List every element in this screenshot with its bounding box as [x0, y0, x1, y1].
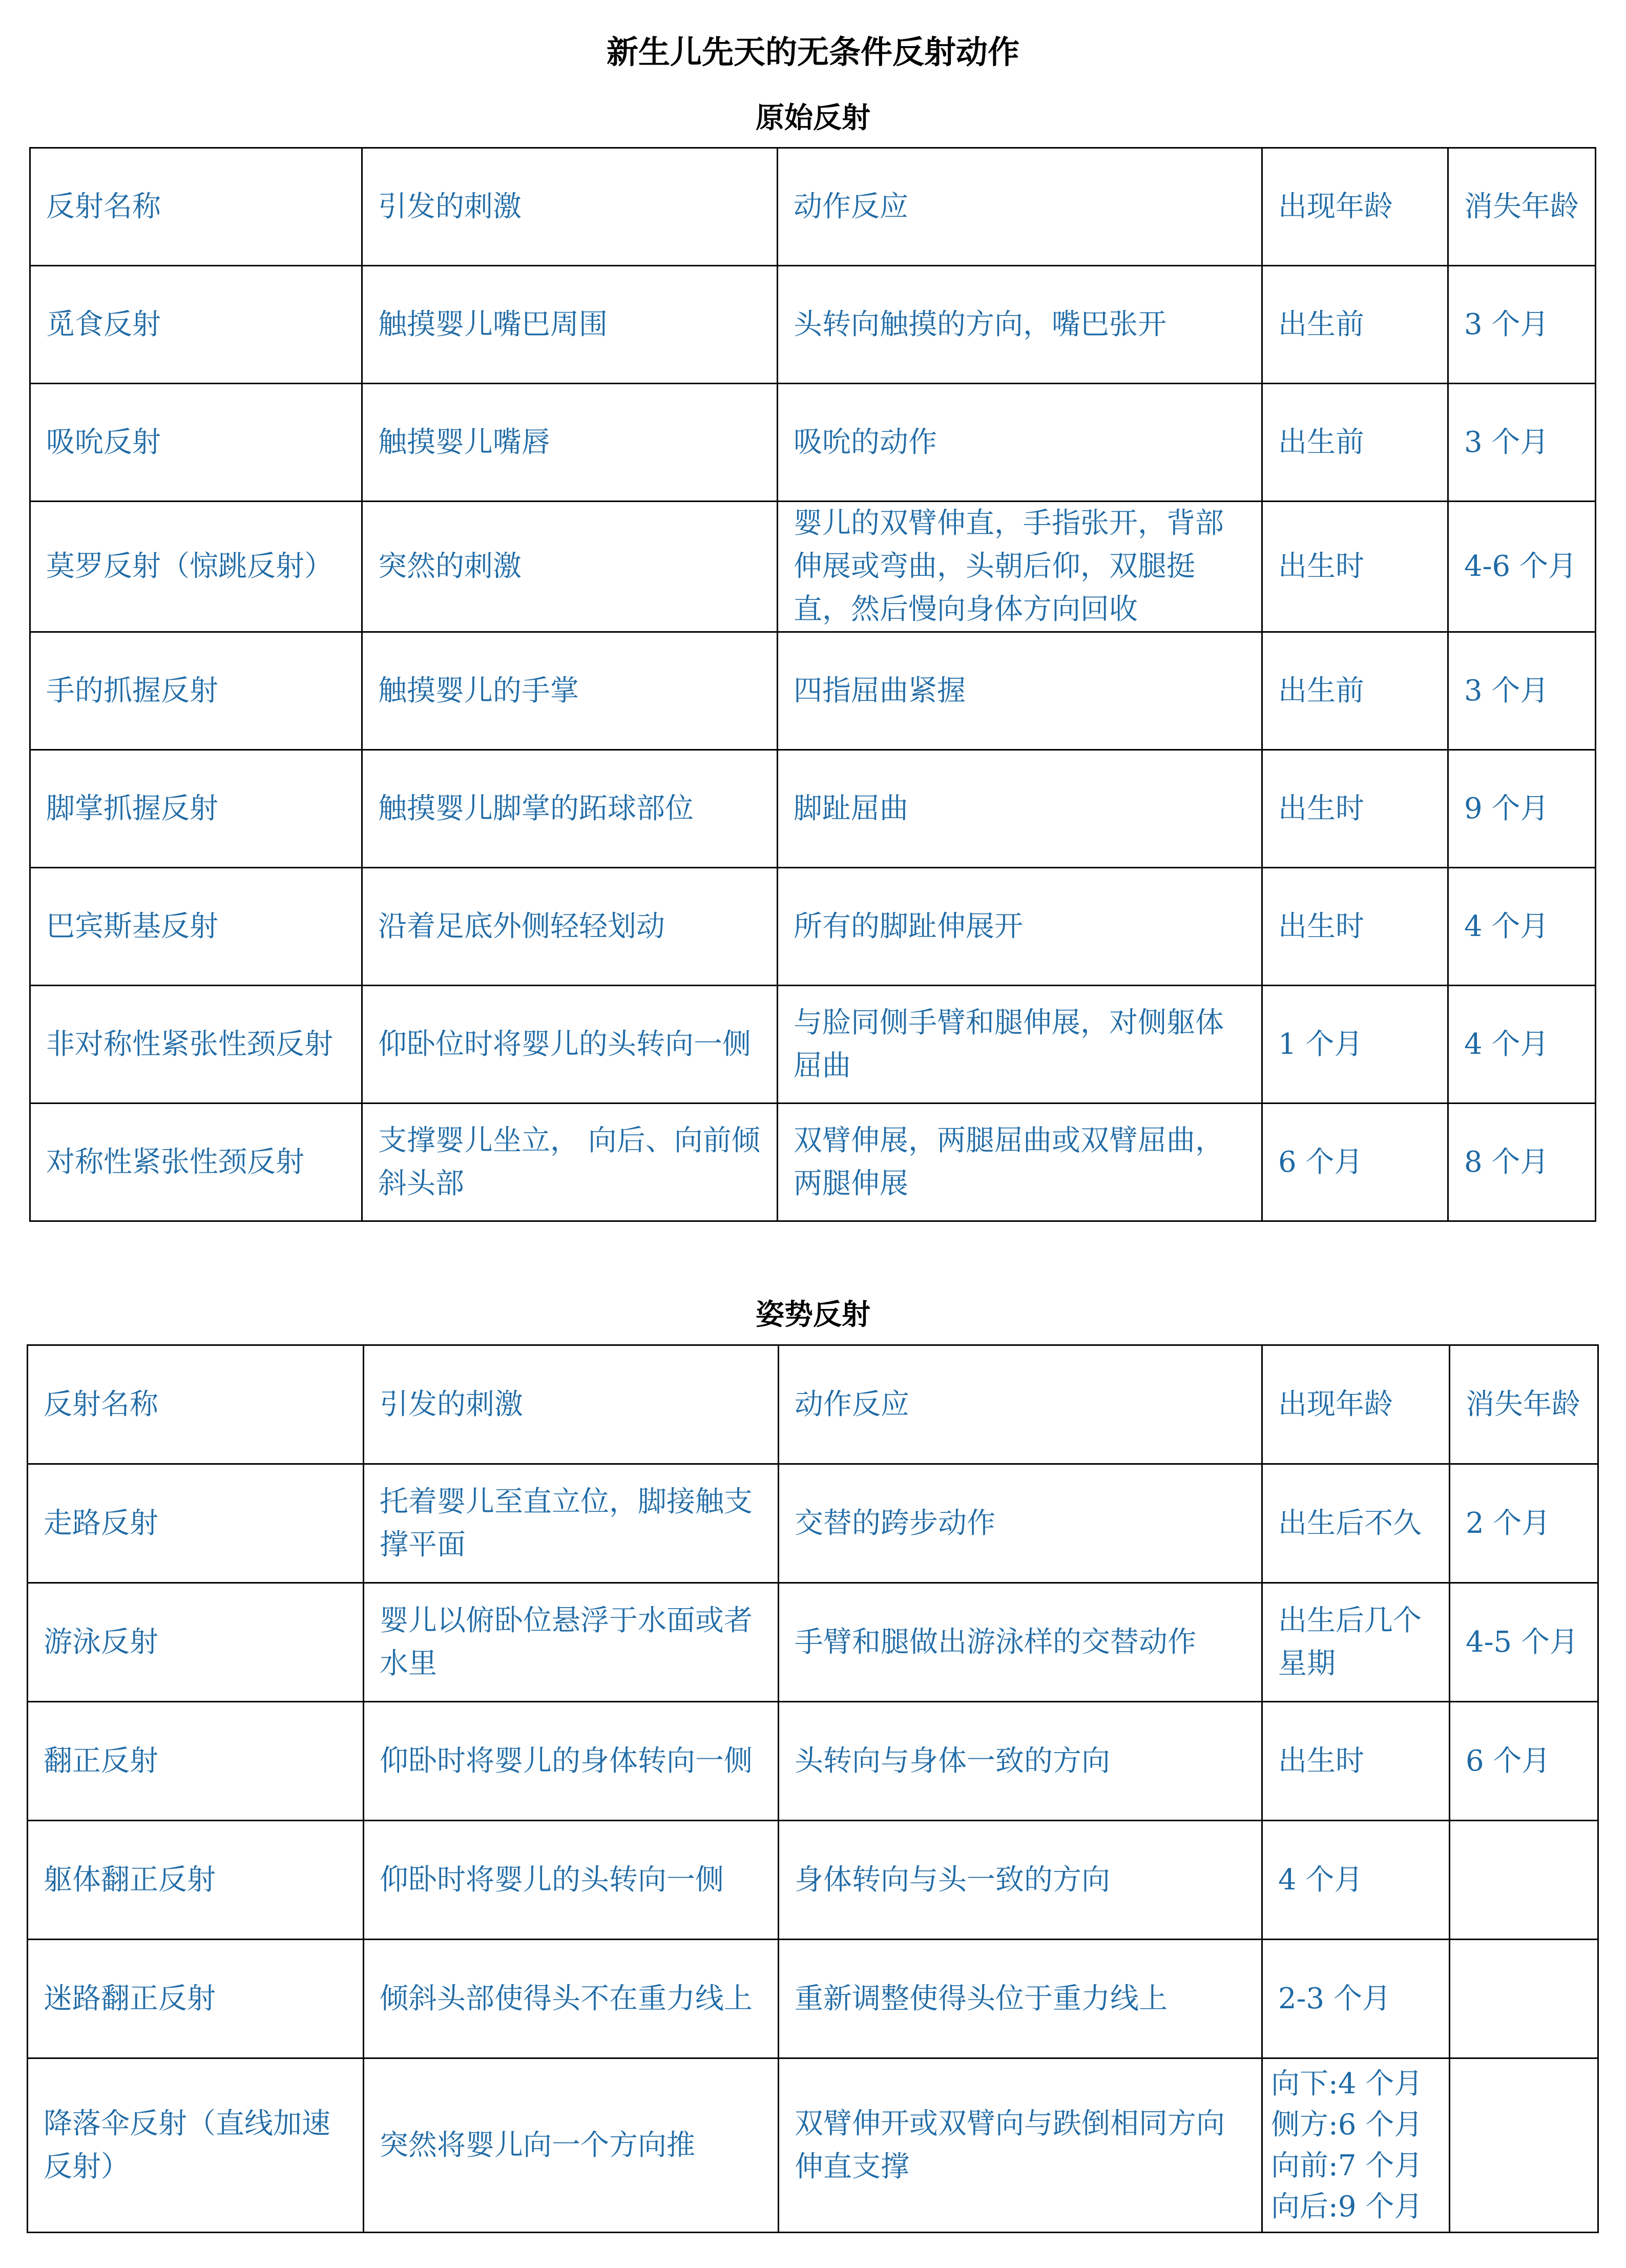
- table-cell: 身体转向与头一致的方向: [779, 1821, 1262, 1940]
- header-cell: 出现年龄: [1262, 1345, 1450, 1464]
- table-row: [30, 868, 1596, 986]
- table-cell: 出生时: [1262, 1702, 1450, 1821]
- table-row: [28, 1464, 1598, 1583]
- table-row: [30, 750, 1596, 868]
- postural-reflex-table: [27, 1344, 1599, 2233]
- table-cell: 突然的刺激: [362, 502, 778, 632]
- table-cell: 出生前: [1262, 632, 1448, 750]
- table-cell: 6 个月: [1262, 1104, 1448, 1221]
- table-cell: 双臂伸开或双臂向与跌倒相同方向伸直支撑: [779, 2058, 1262, 2233]
- table-cell: 出生后几个星期: [1262, 1583, 1450, 1702]
- table-cell: 6 个月: [1450, 1702, 1598, 1821]
- table-cell: 托着婴儿至直立位，脚接触支撑平面: [364, 1464, 779, 1583]
- table-cell: 触摸婴儿的手掌: [362, 632, 778, 750]
- table-cell: 出生后不久: [1262, 1464, 1450, 1583]
- table-row: [30, 632, 1596, 750]
- header-cell: 反射名称: [30, 148, 362, 266]
- table-cell: 巴宾斯基反射: [30, 868, 362, 986]
- table-cell: 头转向与身体一致的方向: [779, 1702, 1262, 1821]
- table-cell: 支撑婴儿坐立， 向后、向前倾斜头部: [362, 1104, 778, 1221]
- table-cell: 仰卧时将婴儿的身体转向一侧: [364, 1702, 779, 1821]
- table-cell: 突然将婴儿向一个方向推: [364, 2058, 779, 2233]
- header-cell: 引发的刺激: [364, 1345, 779, 1464]
- section-heading-postural: 姿势反射: [756, 1298, 870, 1331]
- table-cell: 所有的脚趾伸展开: [778, 868, 1262, 986]
- table-cell: 翻正反射: [28, 1702, 364, 1821]
- table-cell: 出生时: [1262, 502, 1448, 632]
- table-row: [28, 1583, 1598, 1702]
- header-cell: 消失年龄: [1448, 148, 1596, 266]
- table-cell: 向下:4 个月 侧方:6 个月 向前:7 个月 向后:9 个月: [1262, 2058, 1450, 2233]
- table-cell: 觅食反射: [30, 266, 362, 384]
- table-cell: 2-3 个月: [1262, 1940, 1450, 2058]
- table-cell: 头转向触摸的方向，嘴巴张开: [778, 266, 1262, 384]
- table-cell: 出生前: [1262, 384, 1448, 502]
- table-cell: 莫罗反射（惊跳反射）: [30, 502, 362, 632]
- table-cell: [1450, 2058, 1598, 2233]
- table-cell: 出生前: [1262, 266, 1448, 384]
- table-row: [30, 1104, 1596, 1221]
- table-cell: 与脸同侧手臂和腿伸展，对侧躯体屈曲: [778, 986, 1262, 1104]
- table-cell: 1 个月: [1262, 986, 1448, 1104]
- header-cell: 反射名称: [28, 1345, 364, 1464]
- table-cell: 婴儿以俯卧位悬浮于水面或者水里: [364, 1583, 779, 1702]
- table-row: [28, 1940, 1598, 2058]
- table-cell: 婴儿的双臂伸直，手指张开，背部伸展或弯曲，头朝后仰，双腿挺直，然后慢向身体方向回收: [778, 502, 1262, 632]
- table-cell: 4-6 个月: [1448, 502, 1596, 632]
- table-cell: 重新调整使得头位于重力线上: [779, 1940, 1262, 2058]
- table-cell: 非对称性紧张性颈反射: [30, 986, 362, 1104]
- table-cell: 对称性紧张性颈反射: [30, 1104, 362, 1221]
- table-cell: 手的抓握反射: [30, 632, 362, 750]
- header-cell: 消失年龄: [1450, 1345, 1598, 1464]
- section-heading-primitive: 原始反射: [756, 101, 870, 135]
- table-cell: 4 个月: [1448, 868, 1596, 986]
- table-cell: 触摸婴儿嘴巴周围: [362, 266, 778, 384]
- table-cell: 触摸婴儿脚掌的跖球部位: [362, 750, 778, 868]
- table-row: [30, 502, 1596, 632]
- table-cell: 手臂和腿做出游泳样的交替动作: [779, 1583, 1262, 1702]
- header-cell: 出现年龄: [1262, 148, 1448, 266]
- table-cell: 仰卧位时将婴儿的头转向一侧: [362, 986, 778, 1104]
- table-cell: 交替的跨步动作: [779, 1464, 1262, 1583]
- page-title: 新生儿先天的无条件反射动作: [606, 33, 1019, 71]
- table-row: [30, 986, 1596, 1104]
- table-cell: [1450, 1940, 1598, 2058]
- table-cell: 3 个月: [1448, 384, 1596, 502]
- table-cell: 出生时: [1262, 868, 1448, 986]
- table-cell: 4 个月: [1448, 986, 1596, 1104]
- table-cell: 沿着足底外侧轻轻划动: [362, 868, 778, 986]
- table-cell: 游泳反射: [28, 1583, 364, 1702]
- table-cell: 出生时: [1262, 750, 1448, 868]
- table-cell: 3 个月: [1448, 266, 1596, 384]
- table-cell: 降落伞反射（直线加速反射）: [28, 2058, 364, 2233]
- header-cell: 动作反应: [779, 1345, 1262, 1464]
- primitive-reflex-table: [29, 147, 1596, 1222]
- table-row: [30, 266, 1596, 384]
- table-cell: 脚掌抓握反射: [30, 750, 362, 868]
- table-row: [30, 384, 1596, 502]
- table-cell: 4 个月: [1262, 1821, 1450, 1940]
- table-cell: 倾斜头部使得头不在重力线上: [364, 1940, 779, 2058]
- table-cell: 迷路翻正反射: [28, 1940, 364, 2058]
- table-cell: 走路反射: [28, 1464, 364, 1583]
- table-cell: 8 个月: [1448, 1104, 1596, 1221]
- table-cell: 吸吮的动作: [778, 384, 1262, 502]
- table-cell: 躯体翻正反射: [28, 1821, 364, 1940]
- table-cell: 3 个月: [1448, 632, 1596, 750]
- table-row: [28, 1821, 1598, 1940]
- table-cell: [1450, 1821, 1598, 1940]
- table-cell: 双臂伸展，两腿屈曲或双臂屈曲，两腿伸展: [778, 1104, 1262, 1221]
- table-cell: 脚趾屈曲: [778, 750, 1262, 868]
- table-row: [28, 1702, 1598, 1821]
- table-header-row: [28, 1345, 1598, 1464]
- header-cell: 引发的刺激: [362, 148, 778, 266]
- table-cell: 吸吮反射: [30, 384, 362, 502]
- table-row: [28, 2058, 1598, 2233]
- table-cell: 4-5 个月: [1450, 1583, 1598, 1702]
- table-cell: 2 个月: [1450, 1464, 1598, 1583]
- table-cell: 触摸婴儿嘴唇: [362, 384, 778, 502]
- table-cell: 9 个月: [1448, 750, 1596, 868]
- header-cell: 动作反应: [778, 148, 1262, 266]
- table-header-row: [30, 148, 1596, 266]
- table-cell: 四指屈曲紧握: [778, 632, 1262, 750]
- table-cell: 仰卧时将婴儿的头转向一侧: [364, 1821, 779, 1940]
